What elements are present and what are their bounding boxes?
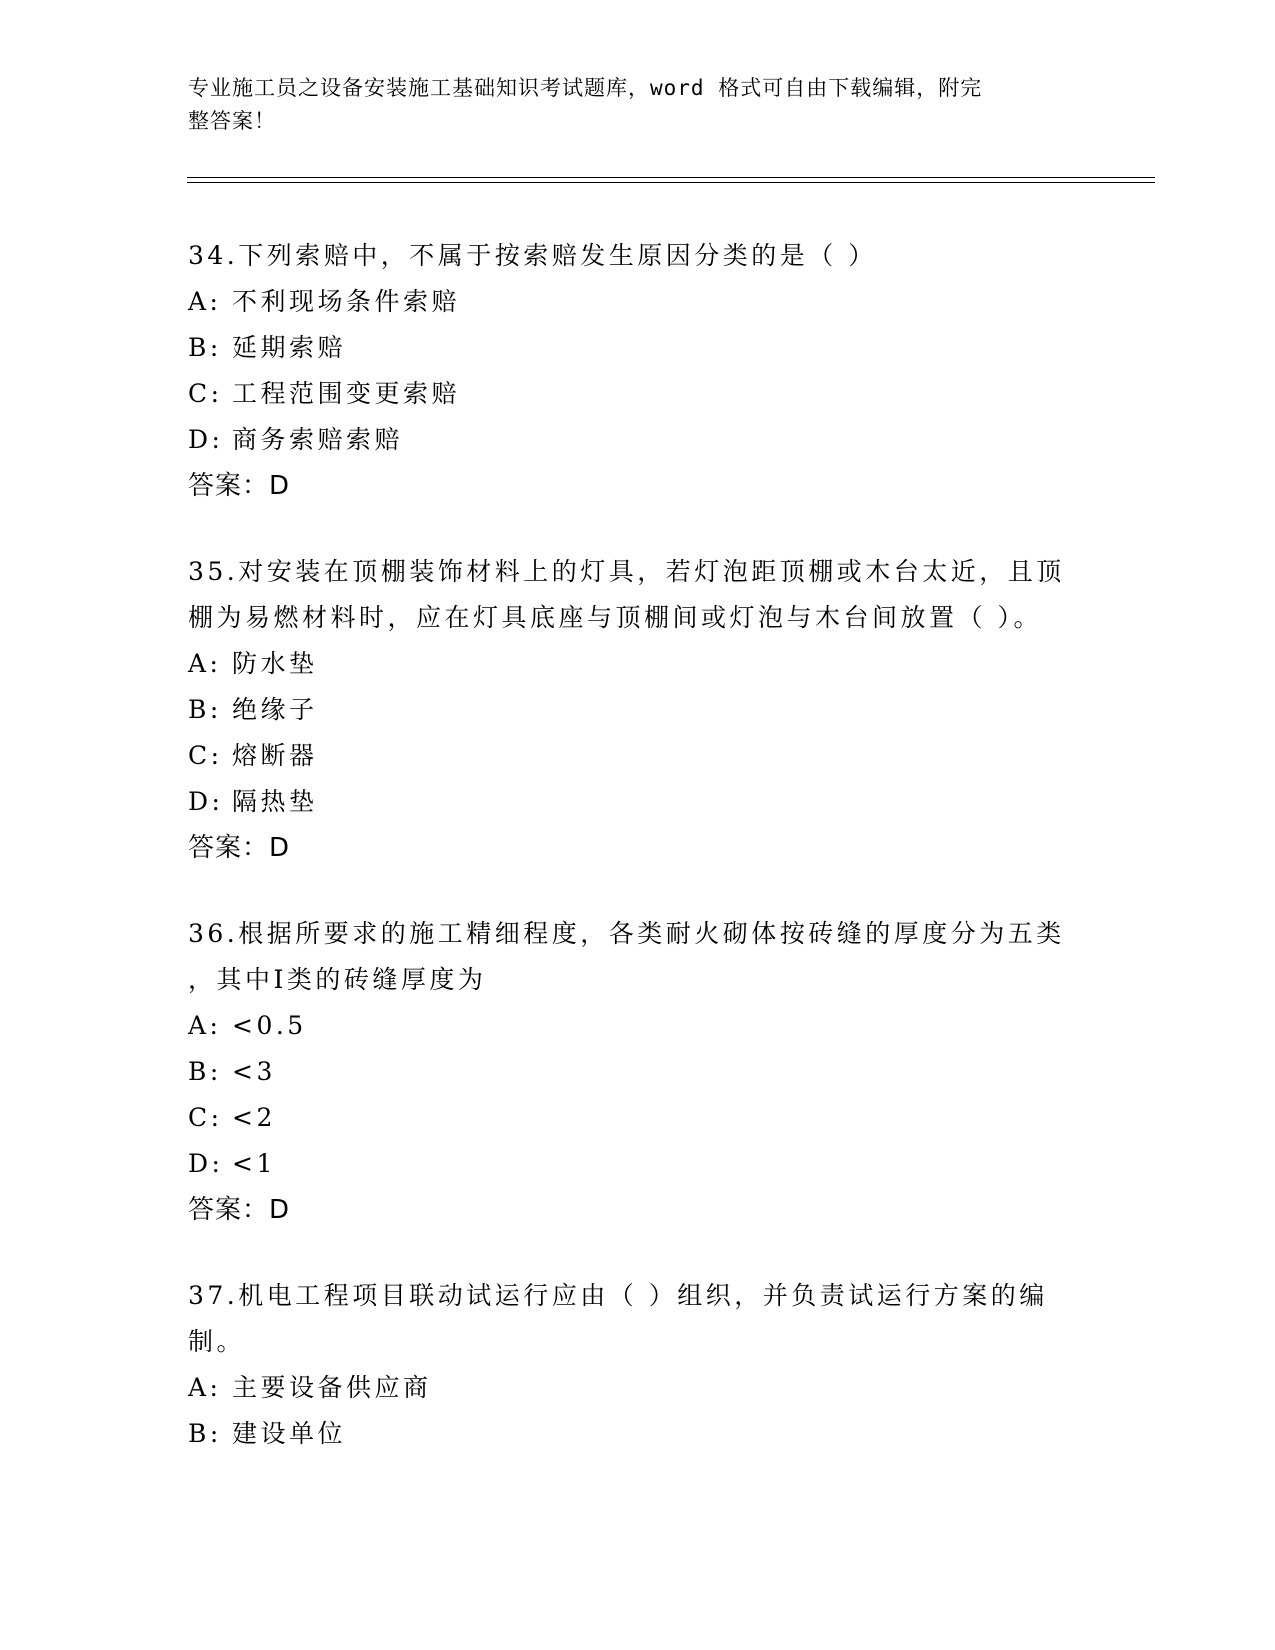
option-a: [188, 1003, 1088, 1049]
option-a: [188, 1365, 1088, 1411]
option-label: A:: [188, 1373, 222, 1402]
option-b: [188, 1411, 1088, 1457]
option-text: <1: [232, 1149, 276, 1178]
option-label: D:: [188, 425, 224, 454]
answer-line: 答案：D: [188, 833, 291, 863]
option-text: 绝缘子: [232, 695, 318, 724]
option-a: [188, 641, 1088, 687]
option-label: C:: [188, 741, 223, 770]
option-b: [188, 687, 1088, 733]
option-text: 熔断器: [232, 741, 318, 770]
question-text: 34.下列索赔中，不属于按索赔发生原因分类的是（ ）: [188, 241, 877, 270]
option-label: A:: [188, 287, 222, 316]
question-text: 36.根据所要求的施工精细程度，各类耐火砌体按砖缝的厚度分为五类: [188, 919, 1065, 948]
answer-line: 答案：D: [188, 471, 291, 501]
option-c: [188, 371, 1088, 417]
option-label: B:: [188, 333, 222, 362]
option-c: [188, 733, 1088, 779]
option-label: D:: [188, 1149, 224, 1178]
document-header: [188, 72, 1068, 138]
option-text: 防水垫: [232, 649, 318, 678]
option-label: B:: [188, 695, 222, 724]
option-text: 延期索赔: [232, 333, 347, 362]
option-text: <0.5: [232, 1011, 307, 1040]
option-d: [188, 417, 1088, 463]
header-divider-top: [187, 177, 1155, 178]
option-text: <3: [232, 1057, 276, 1086]
option-label: C:: [188, 1103, 223, 1132]
question-text: 35.对安装在顶棚装饰材料上的灯具，若灯泡距顶棚或木台太近，且顶: [188, 557, 1065, 586]
question-text-continued: 棚为易燃材料时，应在灯具底座与顶棚间或灯泡与木台间放置（ ）。: [188, 603, 1042, 632]
option-label: B:: [188, 1419, 222, 1448]
option-text: 建设单位: [232, 1419, 347, 1448]
question-text: 37.机电工程项目联动试运行应由（ ）组织，并负责试运行方案的编: [188, 1281, 1048, 1310]
answer-line: 答案：D: [188, 1195, 291, 1225]
header-divider-bottom: [187, 182, 1155, 183]
option-label: B:: [188, 1057, 222, 1086]
question-text-continued: 制。: [188, 1327, 246, 1356]
option-label: A:: [188, 649, 222, 678]
header-line-2: 整答案！: [188, 109, 276, 133]
option-text: 主要设备供应商: [232, 1373, 432, 1402]
header-line-1: 专业施工员之设备安装施工基础知识考试题库，word 格式可自由下载编辑，附完: [188, 76, 983, 100]
question-36: [188, 911, 1088, 1233]
option-text: 工程范围变更索赔: [232, 379, 461, 408]
option-text: <2: [232, 1103, 276, 1132]
option-text: 商务索赔索赔: [232, 425, 404, 454]
option-a: [188, 279, 1088, 325]
question-list: [188, 233, 1088, 1497]
question-35: [188, 549, 1088, 871]
option-b: [188, 1049, 1088, 1095]
question-37: [188, 1273, 1088, 1457]
option-text: 不利现场条件索赔: [232, 287, 461, 316]
option-c: [188, 1095, 1088, 1141]
option-d: [188, 1141, 1088, 1187]
question-text-continued: ，其中Ⅰ类的砖缝厚度为: [188, 965, 487, 994]
option-text: 隔热垫: [232, 787, 318, 816]
option-label: A:: [188, 1011, 222, 1040]
option-label: C:: [188, 379, 223, 408]
option-b: [188, 325, 1088, 371]
question-34: [188, 233, 1088, 509]
option-label: D:: [188, 787, 224, 816]
option-d: [188, 779, 1088, 825]
